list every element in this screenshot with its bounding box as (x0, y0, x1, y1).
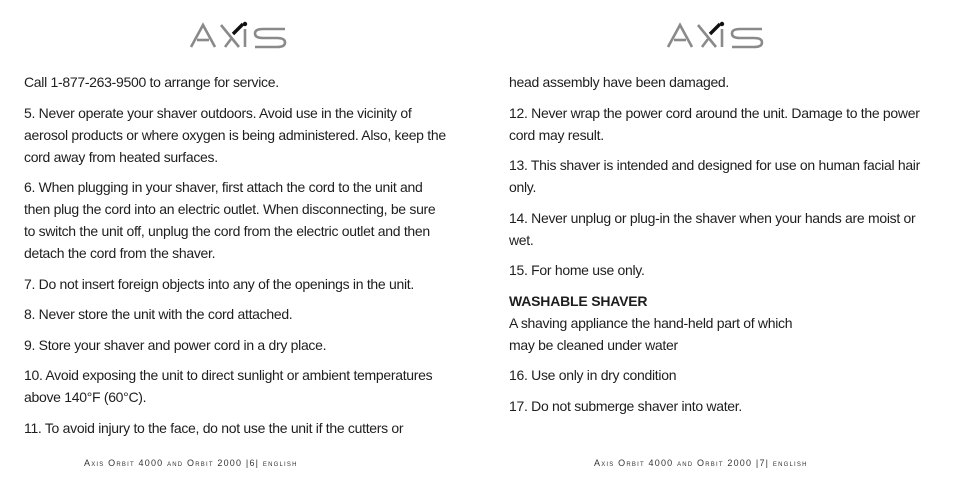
definition-line: A shaving appliance the hand-held part of which (509, 314, 793, 331)
paragraph: 8. Never store the unit with the cord attached. (24, 306, 293, 322)
paragraph: 16. Use only in dry condition (509, 367, 677, 383)
paragraph: 6. When plugging in your shaver, first attach the cord to the unit and then plug the cord into an electric outlet. When disconnecting, be sure to switch the unit off, unplug the cord from the electric outlet and then detach the cord from the shaver. (24, 179, 436, 261)
paragraph: Call 1-877-263-9500 to arrange for service. (24, 74, 279, 90)
axis-logo (477, 18, 954, 52)
paragraph: 10. Avoid exposing the unit to direct sunlight or ambient temperatures above 140°F (60°C). (24, 367, 433, 405)
paragraph: 7. Do not insert foreign objects into any of the openings in the unit. (24, 275, 414, 292)
axis-logo (0, 18, 477, 52)
paragraph: 12. Never wrap the power cord around the unit. Damage to the power cord may result. (509, 104, 920, 143)
paragraph: 17. Do not submerge shaver into water. (509, 397, 742, 414)
paragraph: 13. This shaver is intended and designed for use on human facial hair only. (509, 157, 920, 195)
right-page (477, 0, 954, 477)
definition-line: may be cleaned under water (509, 336, 678, 353)
page-footer: Axis Orbit 4000 and Orbit 2000 |6| english (84, 458, 298, 468)
paragraph: head assembly have been damaged. (509, 74, 730, 90)
paragraph: 14. Never unplug or plug-in the shaver when your hands are moist or wet. (509, 209, 916, 248)
paragraph: 5. Never operate your shaver outdoors. Avoid use in the vicinity of aerosol products or where oxygen is being administered. Also, keep the cord away from heated surfaces. (24, 104, 446, 165)
left-page-content (24, 71, 449, 447)
right-page-content (509, 71, 934, 425)
paragraph: 11. To avoid injury to the face, do not use the unit if the cutters or (24, 419, 404, 436)
axis-logo-icon (666, 21, 766, 49)
paragraph: 9. Store your shaver and power cord in a dry place. (24, 336, 327, 353)
section-heading: WASHABLE SHAVER (509, 292, 648, 309)
page-footer: Axis Orbit 4000 and Orbit 2000 |7| english (594, 458, 808, 468)
axis-logo-icon (189, 21, 289, 49)
paragraph: 15. For home use only. (509, 262, 645, 278)
